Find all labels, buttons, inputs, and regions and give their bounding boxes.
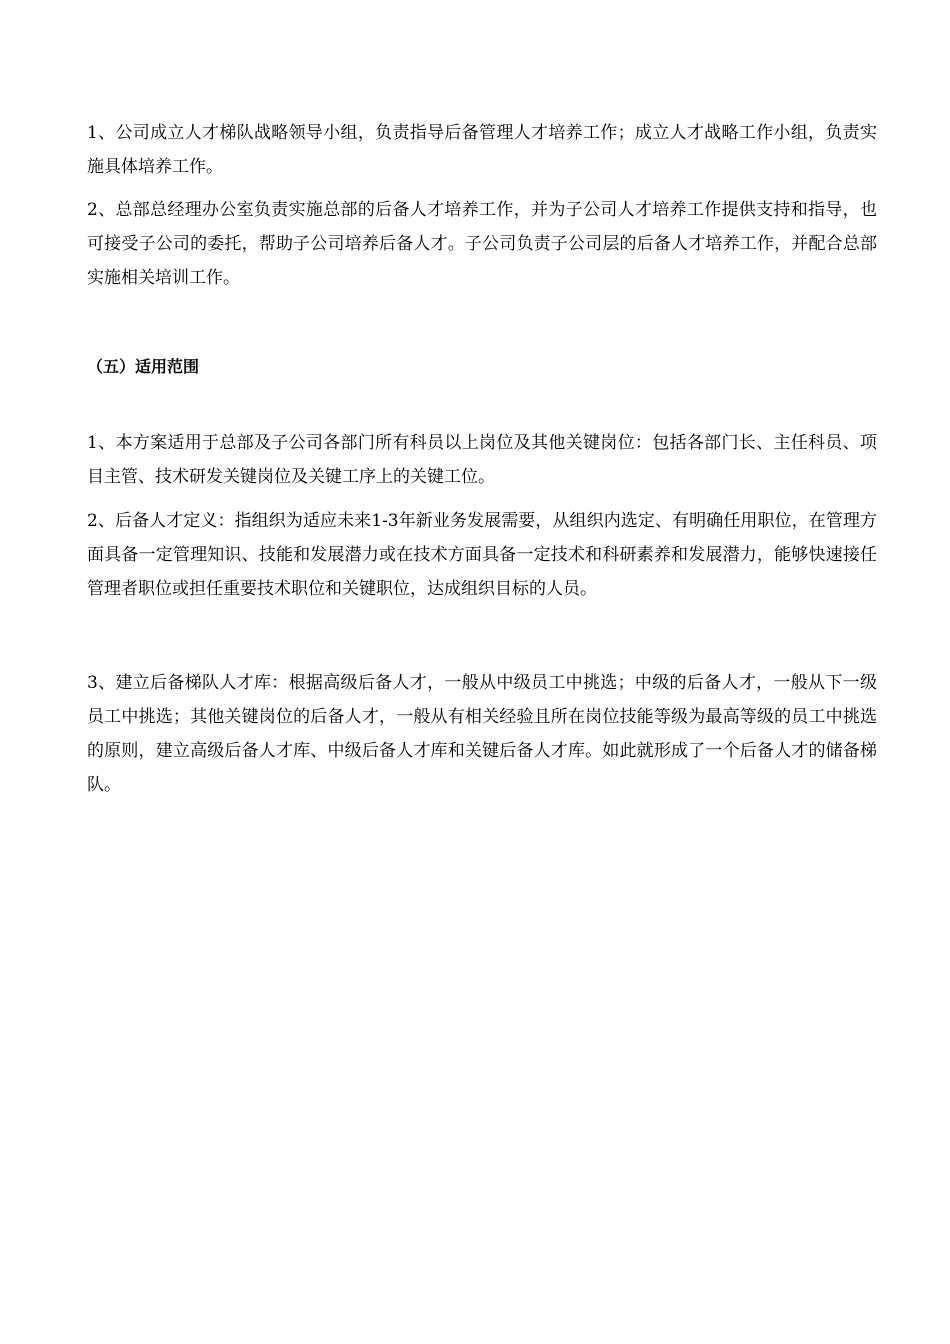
scope-paragraph-1: 1、本方案适用于总部及子公司各部门所有科员以上岗位及其他关键岗位：包括各部门长、主任科员、项目主管、技术研发关键岗位及关键工序上的关键工位。 [87, 433, 877, 487]
org-paragraph-1: 1、公司成立人才梯队战略领导小组，负责指导后备管理人才培养工作；成立人才战略工作小组，负责实施具体培养工作。 [87, 123, 877, 177]
scope-paragraph-2: 2、后备人才定义：指组织为适应未来1-3年新业务发展需要，从组织内选定、有明确任用职位，在管理方面具备一定管理知识、技能和发展潜力或在技术方面具备一定技术和科研素养和发展潜力，能够快速接任管理者职位或担任重要技术职位和关键职位，达成组织目标的人员。 [87, 511, 877, 599]
scope-paragraph-3: 3、建立后备梯队人才库：根据高级后备人才，一般从中级员工中挑选；中级的后备人才，一般从下一级员工中挑选；其他关键岗位的后备人才，一般从有相关经验且所在岗位技能等级为最高等级的员工中挑选的原则，建立高级后备人才库、中级后备人才库和关键后备人才库。如此就形成了一个后备人才的储备梯队。 [87, 673, 877, 795]
section-heading-scope: （五）适用范围 [87, 357, 200, 376]
org-paragraph-2: 2、总部总经理办公室负责实施总部的后备人才培养工作，并为子公司人才培养工作提供支持和指导，也可接受子公司的委托，帮助子公司培养后备人才。子公司负责子公司层的后备人才培养工作，并配合总部实施相关培训工作。 [87, 200, 877, 288]
